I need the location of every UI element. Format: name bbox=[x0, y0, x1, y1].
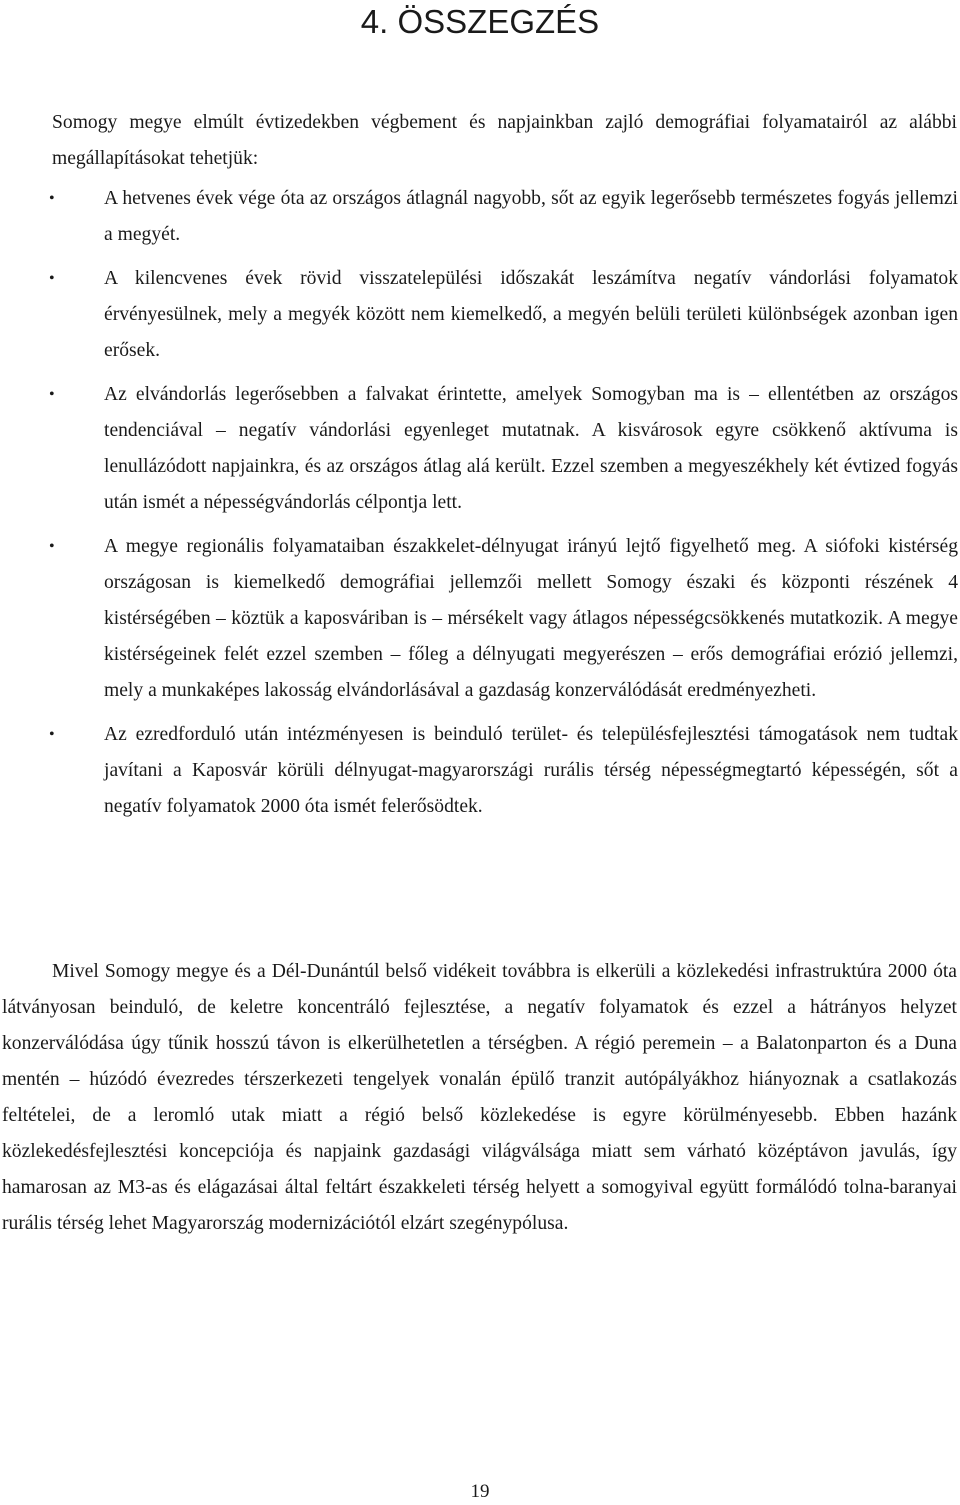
bullet-dot-icon: • bbox=[49, 538, 55, 555]
bullet-dot-icon: • bbox=[49, 386, 55, 403]
bullet-text: Az ezredforduló után intézményesen is beinduló terület- és településfejlesztési támogatások nem tudtak javítani a Kaposvár körüli délnyugat-magyarországi rurális térség népességmegtartó képességén, sőt a negatív folyamatok 2000 óta ismét felerősödtek. bbox=[104, 724, 958, 817]
bullet-item-1 bbox=[49, 181, 958, 253]
summary-bullet-list bbox=[0, 181, 960, 833]
bullet-dot-icon: • bbox=[49, 190, 55, 207]
bullet-text: A hetvenes évek vége óta az országos átlagnál nagyobb, sőt az egyik legerősebb természetes fogyás jellemzi a megyét. bbox=[104, 188, 958, 245]
bullet-text: A kilencvenes évek rövid visszatelepülési időszakát leszámítva negatív vándorlási folyamatok érvényesülnek, mely a megyék között nem kiemelkedő, a megyén belüli területi különbségek azonban igen erősek. bbox=[104, 268, 958, 361]
closing-paragraph: Mivel Somogy megye és a Dél-Dunántúl belső vidékeit továbbra is elkerüli a közlekedési infrastruktúra 2000 óta látványosan beinduló, de keletre koncentráló fejlesztése, a negatív folyamatok és ezzel a hátrányos helyzet konzerválódása úgy tűnik hosszú távon is elkerülhetetlen a térségben. A régió peremein – a Balatonparton és a Duna mentén – húzódó évezredes térszerkezeti tengelyek vonalán épülő tranzit autópályákhoz hiányoznak a csatlakozás feltételei, de a leromló utak miatt a régió belső közlekedése is egyre körülményesebb. Ebben hazánk közlekedésfejlesztési koncepciója és napjaink gazdasági világválsága miatt sem várható középtávon javulás, így hamarosan az M3-as és elágazásai által feltárt északkeleti térség helyett a somogyival együtt formálódó tolna-baranyai rurális térség lehet Magyarország modernizációtól elzárt szegénypólusa. bbox=[2, 961, 957, 1234]
bullet-text: Az elvándorlás legerősebben a falvakat érintette, amelyek Somogyban ma is – ellentétben az országos tendenciával – negatív vándorlási egyenleget mutatnak. A kisvárosok egyre csökkenő aktívuma is lenullázódott napjainkra, és az országos átlag alá került. Ezzel szemben a megyeszékhely két évtized fogyás után ismét a népességvándorlás célpontja lett. bbox=[104, 384, 958, 513]
bullet-item-5 bbox=[49, 717, 958, 825]
bullet-text: A megye regionális folyamataiban északkelet-délnyugat irányú lejtő figyelhető meg. A siófoki kistérség országosan is kiemelkedő demográfiai jellemzői mellett Somogy északi és központi részének 4 kistérségében – köztük a kaposváriban is – mérsékelt vagy átlagos népességcsökkenés mutatkozik. A megye kistérségeinek felét ezzel szemben – főleg a délnyugati megyerészen – erős demográfiai erózió jellemzi, mely a munkaképes lakosság elvándorlásával a gazdaság konzerválódását eredményezheti. bbox=[104, 536, 958, 701]
bullet-item-3 bbox=[49, 377, 958, 521]
page-number: 19 bbox=[470, 1481, 490, 1502]
intro-paragraph: Somogy megye elmúlt évtizedekben végbement és napjainkban zajló demográfiai folyamatairól az alábbi megállapításokat tehetjük: bbox=[52, 112, 957, 169]
bullet-dot-icon: • bbox=[49, 270, 55, 287]
bullet-item-4 bbox=[49, 529, 958, 709]
chapter-heading: 4. ÖSSZEGZÉS bbox=[360, 3, 600, 40]
bullet-item-2 bbox=[49, 261, 958, 369]
bullet-dot-icon: • bbox=[49, 726, 55, 743]
